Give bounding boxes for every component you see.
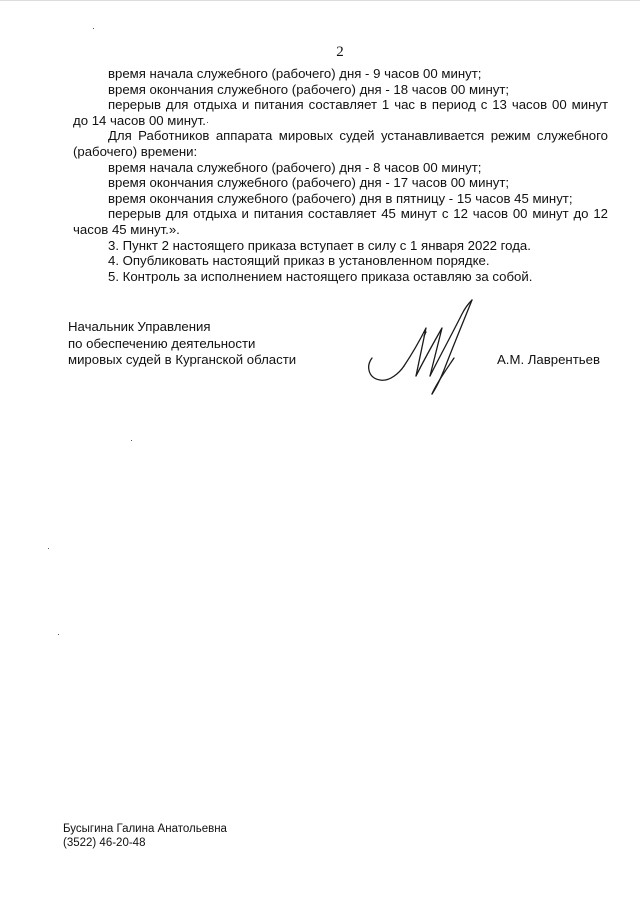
paragraph: 3. Пункт 2 настоящего приказа вступает в силу с 1 января 2022 года. — [108, 237, 531, 253]
scan-speck — [207, 122, 208, 123]
document-body — [73, 66, 608, 284]
scan-speck — [131, 440, 132, 441]
paragraph: перерыв для отдыха и питания составляет 45 минут с 12 часов 00 минут до 12 часов 45 минут.». — [73, 206, 608, 237]
signatory-title-line: мировых судей в Курганской области — [68, 352, 297, 367]
paragraph: время окончания служебного (рабочего) дня в пятницу - 15 часов 45 минут; — [108, 190, 573, 206]
signatory-title-line: Начальник Управления — [68, 319, 211, 334]
contact-name: Бусыгина Галина Анатольевна — [63, 823, 227, 835]
paragraph: Для Работников аппарата мировых судей устанавливается режим служебного (рабочего) времени: — [73, 128, 608, 159]
paragraph: время начала служебного (рабочего) дня - 8 часов 00 минут; — [108, 159, 482, 175]
scan-speck — [48, 548, 49, 549]
paragraph: 4. Опубликовать настоящий приказ в установленном порядке. — [108, 253, 490, 269]
paragraph: время окончания служебного (рабочего) дня - 17 часов 00 минут; — [108, 175, 510, 191]
paragraph: 5. Контроль за исполнением настоящего приказа оставляю за собой. — [108, 268, 533, 284]
paragraph: перерыв для отдыха и питания составляет 1 час в период с 13 часов 00 минут до 14 часов 00 минут. — [73, 97, 608, 128]
paragraph: время окончания служебного (рабочего) дня - 18 часов 00 минут; — [108, 81, 510, 97]
scan-top-edge — [0, 0, 640, 1]
page-number: 2 — [336, 44, 344, 60]
contact-block — [63, 822, 227, 850]
signatory-title-line: по обеспечению деятельности — [68, 335, 256, 351]
scan-speck — [93, 28, 94, 29]
signatory-name: А.М. Лаврентьев — [497, 352, 600, 367]
scan-speck — [58, 634, 59, 635]
signatory-title — [68, 319, 296, 369]
handwritten-signature — [360, 292, 485, 410]
contact-phone: (3522) 46-20-48 — [63, 837, 146, 849]
paragraph: время начала служебного (рабочего) дня - 9 часов 00 минут; — [108, 66, 482, 81]
